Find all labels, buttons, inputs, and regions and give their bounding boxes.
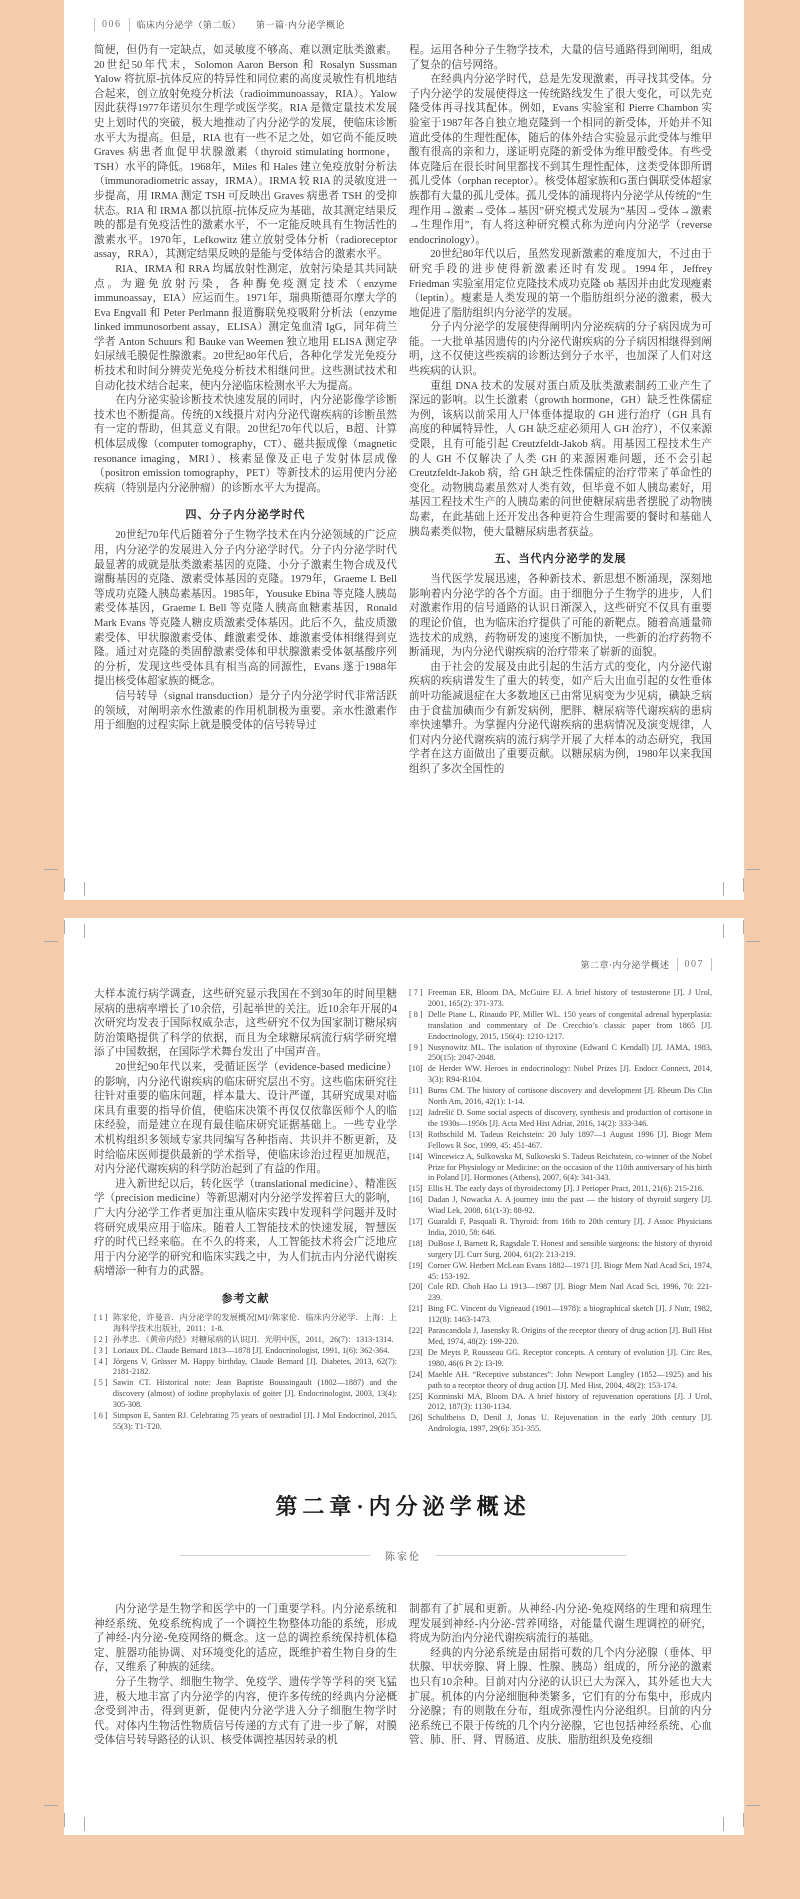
chapter-header-label: 第二章·内分泌学概述 bbox=[580, 960, 670, 970]
reference-number: [ 4 ] bbox=[94, 1356, 108, 1366]
paragraph: 当代医学发展迅速，各种新技术、新思想不断涌现，深刻地影响着内分泌学的各个方面。由于细胞分子生物学的进步，人们对激素作用的信号通路的认识日渐深入，这些研究不仅具有重要的理论价值，也为临床治疗提供了可能的新靶点。随着高通量筛选技术的成熟，药物研发的速度不断加快，一些新的治疗药物不断涌现，为内分泌代谢疾病的治疗带来了崭新的面貌。 bbox=[409, 574, 712, 659]
reference-number: [22] bbox=[409, 1326, 423, 1336]
reference-item: [ 2 ] 孙孝忠．《黄帝内经》对糖尿病的认识[J]．光明中医，2011，26(7)：1313-1314. bbox=[94, 1334, 394, 1344]
folio-rule bbox=[677, 958, 678, 971]
reference-item: [17] Guaraldi F, Pasquali R. Thyroid: from 16th to 20th century [J]. J Assoc Physicians India, 2010, 58: 646. bbox=[409, 1217, 712, 1237]
author-line bbox=[94, 1548, 712, 1563]
paragraph: 由于社会的发展及由此引起的生活方式的变化，内分泌代谢疾病的疾病谱发生了重大的转变，如产后大出血引起的女性垂体前叶功能减退症在大多数地区已由常见病变为少见病，碘缺乏病由于食盐加碘而少有新发病例，肥胖、糖尿病等代谢疾病的患病率快速攀升。为掌握内分泌代谢疾病的患病情况及演变规律，人们对内分泌代谢疾病的流行病学开展了大样本的动态研究，我国学者在这方面做出了重要贡献。以糖尿病为例，1980年以来我国组织了多次全国性的 bbox=[409, 661, 712, 775]
paragraph: 20世纪90年代以来，受循证医学（evidence-based medicine）的影响，内分泌代谢疾病的临床研究层出不穷。这些临床研究往往针对重要的临床问题，样本量大、设计严谨，其研究成果对临床具有重要的指导价值，使临床决策不再仅仅依靠医师个人的临床经验，而是建立在现有最佳临床研究证据基础上。一些专业学术机构组织多领域专家共同编写各种指南、共识并不断更新，及时给临床医师提供最新的学术指导，使临床诊治过程更加规范，对内分泌代谢疾病的科学防治起到了有益的作用。 bbox=[94, 1061, 397, 1176]
folio-number: 007 bbox=[684, 959, 704, 970]
chapter-two-column-text bbox=[94, 1603, 712, 1749]
column-right bbox=[409, 44, 712, 778]
chapter-heading-block bbox=[94, 1490, 712, 1563]
reference-number: [13] bbox=[409, 1129, 423, 1139]
column-right bbox=[409, 1603, 712, 1749]
folio-number: 006 bbox=[102, 19, 122, 30]
reference-item: [22] Parascandola J, Jasensky R. Origins of the receptor theory of drug action [J]. Bull Hist Med, 1974, 48(2): 199-220. bbox=[409, 1326, 712, 1346]
reference-number: [18] bbox=[409, 1238, 423, 1248]
paragraph: 20世纪80年代以后，虽然发现新激素的难度加大，不过由于研究手段的进步使得新激素还时有发现。1994年，Jeffrey Friedman 实验室用定位克隆技术成功克隆 ob 基因并由此发现瘦素（leptin）。瘦素是人类发现的第一个脂肪组织分泌的激素，极大地促进了脂肪组织内分泌学的发展。 bbox=[409, 249, 712, 319]
reference-item: [16] Dadan J, Nowacka A. A journey into the past — the history of thyroid surgery [J]. Wiad Lek, 2008, 61(1-3): 88-92. bbox=[409, 1195, 712, 1216]
reference-item: [26] Schultheiss D, Denil J, Jonas U. Rejuvenation in the early 20th century [J]. Andrologia, 1997, 29(6): 351-355. bbox=[409, 1413, 712, 1434]
reference-number: [24] bbox=[409, 1369, 423, 1379]
reference-number: [19] bbox=[409, 1260, 423, 1270]
reference-number: [ 6 ] bbox=[94, 1411, 108, 1421]
reference-number: [ 3 ] bbox=[94, 1345, 108, 1355]
folio-rule bbox=[711, 958, 712, 971]
reference-number: [12] bbox=[409, 1107, 423, 1117]
crop-mark bbox=[84, 924, 85, 938]
reference-item: [ 9 ] Nusynowitz ML. The isolation of thyroxine (Edward C Kendall) [J]. JAMA, 1983, 250(15): 2047-2048. bbox=[409, 1042, 712, 1063]
paragraph: 分子生物学、细胞生物学、免疫学、遗传学等学科的突飞猛进，极大地丰富了内分泌学的内容，使许多传统的经典内分泌概念受到冲击，得到更新，促使内分泌学进入分子细胞生物学时代。对体内生物活性物质信号传递的方式有了进一步了解，对膜受体信号转导路径的认识、核受体调控基因转录的机 bbox=[94, 1676, 397, 1747]
reference-number: [ 7 ] bbox=[409, 988, 423, 997]
reference-item: [21] Bing FC. Vincent du Vigneaud (1901—1978): a biographical sketch [J]. J Nutr, 1982, 112(8): 1463-1473. bbox=[409, 1304, 712, 1325]
reference-number: [14] bbox=[409, 1151, 423, 1161]
column-right-references bbox=[409, 988, 712, 1435]
paragraph: 大样本流行病学调查，这些研究显示我国在不到30年的时间里糖尿病的患病率增长了10余倍，引起举世的关注。近10余年开展的4次研究均发表于国际权威杂志，这些研究不仅为国家制订糖尿病防治策略提供了科学的依据，而且为全球糖尿病流行病学研究增添了中国数据，在国际学术舞台发出了中国声音。 bbox=[94, 989, 397, 1059]
paragraph: 重组 DNA 技术的发展对蛋白质及肽类激素制药工业产生了深远的影响。以生长激素（growth hormone，GH）缺乏性侏儒症为例，该病以前采用人尸体垂体提取的 GH 进行治疗（GH 具有高度的种属特异性，人 GH 缺乏症必须用人 GH 治疗），不仅来源受限，且有可能引起 Creutzfeldt-Jakob 病。用基因工程技术生产的人 GH 不仅解决了人类 GH 的来源困难问题，还不会引起 Creutzfeldt-Jakob 病，给 GH 缺乏性侏儒症的治疗带来了革命性的变化。动物胰岛素虽然对人类有效，但毕竟不如人胰岛素好，用基因工程技术生产的人胰岛素的问世使糖尿病患者摆脱了动物胰岛素，在此基础上还开发出各种更符合生理需要的餐时和基础人胰岛素类似物，使大量糖尿病患者获益。 bbox=[409, 380, 712, 538]
crop-mark bbox=[743, 1813, 744, 1827]
crop-mark bbox=[723, 882, 724, 896]
page-header-006 bbox=[94, 18, 345, 31]
paragraph: 分子内分泌学的发展使得阐明内分泌疾病的分子病因成为可能。一大批单基因遗传的内分泌代谢疾病的分子病因相继得到阐明，这不仅使这些疾病的诊断达到分子水平，也加深了人们对这些疾病的认识。 bbox=[409, 322, 712, 378]
reference-number: [ 9 ] bbox=[409, 1042, 423, 1052]
folio-rule bbox=[94, 18, 95, 31]
crop-mark bbox=[746, 1805, 760, 1806]
crop-mark bbox=[64, 878, 65, 892]
reference-item: [23] De Meyts P, Rousseau GG. Receptor concepts. A century of evolution [J]. Circ Res, 1980, 46(6 Pt 2): I3-I9. bbox=[409, 1347, 712, 1368]
reference-number: [16] bbox=[409, 1195, 423, 1205]
reference-number: [17] bbox=[409, 1217, 423, 1227]
author-rule bbox=[436, 1555, 626, 1556]
crop-mark bbox=[746, 869, 760, 870]
section-heading: 五、当代内分泌学的发展 bbox=[494, 553, 627, 566]
paragraph: 进入新世纪以后，转化医学（translational medicine）、精准医学（precision medicine）等新思潮对内分泌学发挥着巨大的影响，广大内分泌学工作者更加注重从临床实践中发现科学问题并及时将研究成果应用于临床。随着人工智能技术的快速发展，智慧医疗的时代已经来临。在不久的将来，人工智能技术将会广泛地应用于内分泌学的研究和临床实践之中，为人们抗击内分泌代谢疾病增添一种有力的武器。 bbox=[94, 1178, 397, 1278]
crop-mark bbox=[746, 941, 760, 942]
column-left bbox=[94, 1603, 397, 1749]
paragraph: 内分泌学是生物学和医学中的一门重要学科。内分泌系统和神经系统、免疫系统构成了一个调控生物整体功能的系统，形成了神经-内分泌-免疫网络的概念。这一总的调控系统保持机体稳定、脏器功能协调、对环境变化的适应，既维护着生物自身的生存，又维系了种族的延续。 bbox=[94, 1604, 397, 1674]
reference-item: [ 3 ] Loriaux DL. Claude Bernard 1813—1878 [J]. Endocrinologist, 1991, 1(6): 362-364. bbox=[94, 1345, 390, 1355]
author-name: 陈家伦 bbox=[385, 1552, 421, 1563]
paragraph: 简便，但仍有一定缺点，如灵敏度不够高、难以测定肽类激素。20世纪50年代末，Solomon Aaron Berson 和 Rosalyn Sussman Yalow 将抗原-抗体反应的特异性和同位素的高度灵敏性有机地结合起来，创立放射免疫分析法（radioimmunoassay，RIA）。Yalow 因此获得1977年诺贝尔生理学或医学奖。RIA 是微定量技术发展史上划时代的突破，极大地推动了内分泌学的发展，使临床诊断水平大为提高。但是，RIA 也有一些不足之处，如它尚不能反映 Graves 病患者血促甲状腺激素（thyroid stimulating hormone，TSH）水平的降低。1968年，Miles 和 Hales 建立免疫放射分析法（immunoradiometric assay，IRMA）。IRMA 较 RIA 的灵敏度进一步提高，用 IRMA 测定 TSH 可反映出 Graves 病患者 TSH 的受抑状态。RIA 和 IRMA 都以抗原-抗体反应为基础，故其测定结果反映的都是有免疫活性的激素水平，不一定能反映具有生物活性的激素水平。1970年，Lefkowitz 建立放射受体分析（radioreceptor assay，RRA），其测定结果反映的是能与受体结合的激素水平。 bbox=[94, 45, 397, 261]
reference-item: [ 4 ] Jörgens V, Grüsser M. Happy birthday, Claude Bernard [J]. Diabetes, 2013, 62(7): 2181-2182. bbox=[94, 1356, 397, 1377]
reference-item: [24] Maehle AH. “Receptive substances”: John Newport Langley (1852—1925) and his path to a receptor theory of drug action [J]. Med Hist, 2004, 48(2): 153-174. bbox=[409, 1369, 712, 1390]
section-heading: 四、分子内分泌学时代 bbox=[185, 509, 306, 522]
reference-item: [13] Rothschild M. Tadeus Reichstein: 20 July 1897—1 August 1996 [J]. Biogr Mem Fellows R Soc, 1999, 45: 451-467. bbox=[409, 1129, 712, 1150]
reference-number: [ 5 ] bbox=[94, 1378, 108, 1388]
reference-number: [26] bbox=[409, 1413, 423, 1423]
reference-number: [10] bbox=[409, 1064, 423, 1074]
reference-item: [ 1 ] 陈家伦，许曼音．内分泌学的发展概况[M]//陈家伦．临床内分泌学．上海：上海科学技术出版社，2011：1-8. bbox=[94, 1312, 397, 1333]
reference-item: [ 7 ] Freeman ER, Bloom DA, McGuire EJ. A brief history of testosterone [J]. J Urol, 2001, 165(2): 371-373. bbox=[409, 988, 712, 1008]
reference-number: [11] bbox=[409, 1086, 423, 1096]
book-title-label: 临床内分泌学（第二版） bbox=[136, 20, 242, 30]
section-heading: 参考文献 bbox=[221, 1292, 270, 1305]
paragraph: 20世纪70年代后随着分子生物学技术在内分泌领域的广泛应用，内分泌学的发展进入分子内分泌学时代。分子内分泌学时代最显著的成就是肽类激素基因的克隆、小分子激素生物合成及代谢酶基因的克隆、激素受体基因的克隆。1979年，Graeme I. Bell 等成功克隆人胰岛素基因。1985年，Yousuke Ebina 等克隆人胰岛素受体基因，Graeme I. Bell 等克隆人胰高血糖素基因，Ronald Mark Evans 等克隆人糖皮质激素受体基因。此后不久，盐皮质激素受体、甲状腺激素受体、雌激素受体、雄激素受体相继得到克隆。通过对克隆的类固醇激素受体和甲状腺激素受体氨基酸序列的分析，发现这些受体具有相当高的同源性，Evans 遂于1988年提出核受体超家族的概念。 bbox=[94, 530, 397, 688]
reference-item: [ 5 ] Sawin CT. Historical note: Jean Baptiste Boussingault (1802—1887) and the discovery (almost) of iodine prophylaxis of goiter [J]. Endocrinologist, 2003, 13(4): 305-308. bbox=[94, 1378, 397, 1410]
paragraph: 在内分泌实验诊断技术快速发展的同时，内分泌影像学诊断技术也不断提高。传统的X线摄片对内分泌代谢疾病的诊断虽然有一定的帮助，但其意义有限。20世纪70年代以后，B超、计算机体层成像（computer tomography，CT）、磁共振成像（magnetic resonance imaging，MRI）、核素显像及正电子发射体层成像（positron emission tomography，PET）等新技术的运用使内分泌疾病（特别是内分泌肿瘤）的诊断水平大为提高。 bbox=[94, 395, 397, 494]
crop-mark bbox=[44, 869, 58, 870]
reference-item: [18] DuBose J, Barnett R, Ragsdale T. Honest and sensible surgeons: the history of thyroid surgery [J]. Curr Surg, 2004, 61(2): 213-219. bbox=[409, 1238, 712, 1259]
reference-number: [15] bbox=[409, 1184, 423, 1194]
two-column-text bbox=[94, 988, 712, 1435]
reference-item: [10] de Herder WW. Heroes in endocrinology: Nobel Prizes [J]. Endocr Connect, 2014, 3(3): R94-R104. bbox=[409, 1064, 712, 1085]
reference-item: [19] Corner GW. Herbert McLean Evans 1882—1971 [J]. Biogr Mem Natl Acad Sci, 1974, 45: 153-192. bbox=[409, 1260, 712, 1281]
reference-item: [20] Cole RD. Choh Hao Li 1913—1987 [J]. Biogr Mem Natl Acad Sci, 1996, 70: 221-239. bbox=[409, 1282, 712, 1303]
page-header-007 bbox=[581, 958, 713, 971]
crop-mark bbox=[44, 1805, 58, 1806]
paragraph: 经典的内分泌系统是由屈指可数的几个内分泌腺（垂体、甲状腺、甲状旁腺、肾上腺、性腺、胰岛）组成的，所分泌的激素也只有10余种。目前对内分泌的认识已大为深入，其外延也大大扩展。机体的内分泌细胞种类繁多，它们有的分布集中，形成内分泌腺；有的则散在分布，组成弥漫性内分泌组织。目前的内分泌系统已不限于传统的几个内分泌腺，它也包括神经系统、心血管、肺、肝、肾、胃肠道、皮肤、脂肪组织及免疫细 bbox=[409, 1647, 712, 1747]
reference-item: [ 6 ] Simpson E, Santen RJ. Celebrating 75 years of oestradiol [J]. J Mol Endocrinol, 2015, 55(3): T1-T20. bbox=[94, 1411, 397, 1431]
crop-mark bbox=[723, 1817, 724, 1831]
crop-mark bbox=[723, 924, 724, 938]
reference-item: [15] Ellis H. The early days of thyroidectomy [J]. J Perioper Pract, 2011, 21(6): 215-216. bbox=[409, 1184, 704, 1194]
page-006 bbox=[64, 0, 744, 900]
reference-number: [21] bbox=[409, 1304, 423, 1314]
crop-mark bbox=[743, 878, 744, 892]
reference-number: [20] bbox=[409, 1282, 423, 1292]
reference-number: [ 2 ] bbox=[94, 1334, 108, 1344]
crop-mark bbox=[64, 1813, 65, 1827]
column-left bbox=[94, 988, 397, 1435]
two-column-text bbox=[94, 44, 712, 778]
crop-mark bbox=[84, 882, 85, 896]
paragraph: 在经典内分泌学时代，总是先发现激素，再寻找其受体。分子内分泌学的发展使得这一传统路线发生了很大变化，可以先克隆受体再寻找其配体。例如，Evans 实验室和 Pierre Chambon 实验室于1987年各自独立地克隆到一个相同的新受体，开始并不知道此受体的生理性配体，随后的体外结合实验显示此受体与维甲酸有很高的亲和力，遂证明克隆的新受体为维甲酸受体。有些受体克隆后在很长时间里都找不到其生理性配体，这类受体即所谓孤儿受体（orphan receptor）。核受体超家族和G蛋白偶联受体超家族都有大量的孤儿受体。孤儿受体的涌现将内分泌学从传统的“生理作用→激素→受体→基因”研究模式发展为“基因→受体→激素→生理作用”，有人将这种研究模式称为逆向内分泌学（reverse endocrinology）。 bbox=[409, 74, 712, 246]
part-title-label: 第一篇·内分泌学概论 bbox=[256, 20, 346, 30]
reference-item: [ 8 ] Delle Piane L, Rinaudo PF, Miller WL. 150 years of congenital adrenal hyperplasia: translation and commentary of De Crecchio’s classic paper from 1865 [J]. Endocrinology, 2015, 156(4): 1210-1217. bbox=[409, 1009, 712, 1041]
reference-number: [23] bbox=[409, 1347, 423, 1357]
folio-rule bbox=[129, 18, 130, 31]
author-rule bbox=[180, 1555, 370, 1556]
chapter-title: 第二章·内分泌学概述 bbox=[275, 1494, 531, 1519]
reference-number: [25] bbox=[409, 1391, 423, 1401]
reference-number: [ 8 ] bbox=[409, 1009, 423, 1019]
reference-number: [ 1 ] bbox=[94, 1312, 108, 1322]
crop-mark bbox=[64, 920, 65, 934]
reference-item: [25] Kozminski MA, Bloom DA. A brief history of rejuvenation operations [J]. J Urol, 2012, 187(3): 1130-1134. bbox=[409, 1391, 712, 1412]
crop-mark bbox=[44, 941, 58, 942]
column-left bbox=[94, 44, 397, 778]
paragraph: RIA、IRMA 和 RRA 均属放射性测定，放射污染是其共同缺点。为避免放射污染，各种酶免疫测定技术（enzyme immunoassay，EIA）应运而生。1971年，瑞典斯德哥尔摩大学的 Eva Engvall 和 Peter Perlmann 报道酶联免疫吸附分析法（enzyme linked immunosorbent assay，ELISA）测定兔血清 IgG，同年荷兰学者 Anton Schuurs 和 Bauke van Weemen 独立地用 ELISA 测定孕妇尿绒毛膜促性腺激素。20世纪80年代后，各种化学发光免疫分析技术和时间分辨荧光免疫分析技术相继问世。这些测试技术和自动化技术结合起来，使内分泌临床检测水平大为提高。 bbox=[94, 263, 397, 392]
paragraph: 程。运用各种分子生物学技术，大量的信号通路得到阐明，组成了复杂的信号网络。 bbox=[409, 45, 712, 71]
page-007 bbox=[64, 918, 744, 1835]
reference-item: [11] Burns CM. The history of cortisone discovery and development [J]. Rheum Dis Clin North Am, 2016, 42(1): 1-14. bbox=[409, 1086, 712, 1107]
reference-item: [14] Wincewicz A, Sulkowska M, Sulkowski S. Tadeus Reichstein, co-winner of the Nobel Prize for Physiology or Medicine: on the occasion of the 110th anniversary of his birth in Poland [J]. Hormones (Athens), 2007, 6(4): 341-343. bbox=[409, 1151, 712, 1183]
reference-item: [12] Jadrešić D. Some social aspects of discovery, synthesis and production of cortisone in the 1930s—1950s [J]. Acta Med Hist Adriat, 2016, 14(2): 333-346. bbox=[409, 1107, 712, 1128]
crop-mark bbox=[743, 920, 744, 934]
crop-mark bbox=[84, 1817, 85, 1831]
paragraph: 信号转导（signal transduction）是分子内分泌学时代非常活跃的领域，对阐明亲水性激素的作用机制极为重要。亲水性激素作用于细胞的过程实际上就是膜受体的信号转导过 bbox=[94, 690, 397, 732]
paragraph: 制都有了扩展和更新。从神经-内分泌-免疫网络的生理和病理生理发展到神经-内分泌-营养网络，对能量代谢生理调控的研究，将成为防治内分泌代谢疾病流行的基础。 bbox=[409, 1604, 712, 1645]
